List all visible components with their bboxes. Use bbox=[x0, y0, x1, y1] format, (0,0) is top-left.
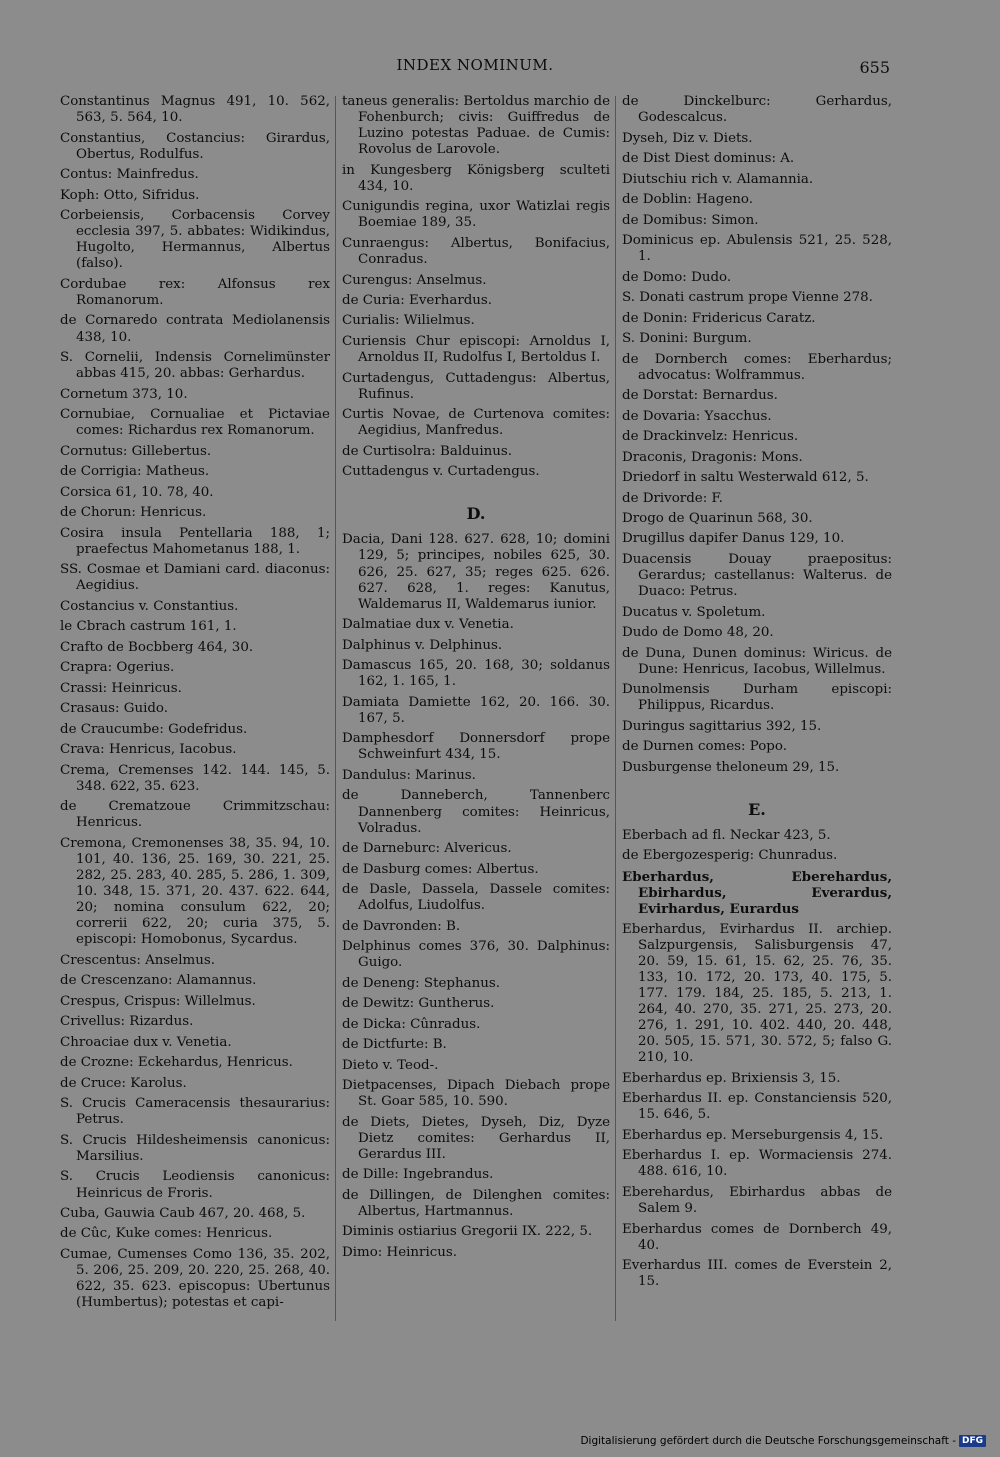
index-entry: Cornetum 373, 10. bbox=[60, 386, 188, 402]
index-entry: de Dicka: Cûnradus. bbox=[342, 1016, 481, 1032]
index-entry: Corsica 61, 10. 78, 40. bbox=[60, 484, 214, 500]
index-entry: Dandulus: Marinus. bbox=[342, 767, 476, 783]
index-entry: Eberbach ad fl. Neckar 423, 5. bbox=[622, 827, 831, 843]
index-entry: de Dasburg comes: Albertus. bbox=[342, 861, 539, 877]
index-entry: de Corrigia: Matheus. bbox=[60, 464, 210, 480]
index-entry: Dacia, Dani 128. 627. 628, 10; domini 129, 5; principes, nobiles 625, 30. 626, 25. 627, 35; reges 625. 626. 627. 628, 1. reges: Kanutus, Waldemarus II, Waldemarus iunior. bbox=[342, 532, 610, 612]
index-entry: Constantius, Costancius: Girardus, Obertus, Rodulfus. bbox=[60, 130, 330, 162]
index-entry: de Dist Diest dominus: A. bbox=[622, 151, 795, 167]
index-entry: Curtis Novae, de Curtenova comites: Aegidius, Manfredus. bbox=[342, 407, 610, 439]
index-entry: de Doblin: Hageno. bbox=[622, 192, 753, 208]
index-entry: de Dinckelburc: Gerhardus, Godescalcus. bbox=[622, 94, 892, 126]
index-entry: Diutschiu rich v. Alamannia. bbox=[622, 171, 814, 187]
index-entry: Dunolmensis Durham episcopi: Philippus, Ricardus. bbox=[622, 682, 892, 714]
index-entry: Delphinus comes 376, 30. Dalphinus: Guigo. bbox=[342, 939, 610, 971]
index-entry: de Cruce: Karolus. bbox=[60, 1075, 187, 1091]
section-letter: D. bbox=[466, 504, 486, 524]
index-entry: Corbeiensis, Corbacensis Corvey ecclesia 397, 5. abbates: Widikindus, Hugolto, Hermannus, Albertus (falso). bbox=[60, 208, 330, 272]
index-entry: Eberhardus I. ep. Wormaciensis 274. 488. 616, 10. bbox=[622, 1148, 892, 1180]
index-entry: Dominicus ep. Abulensis 521, 25. 528, 1. bbox=[622, 233, 892, 265]
page-title: INDEX NOMINUM. bbox=[396, 56, 554, 74]
index-entry: de Darneburc: Alvericus. bbox=[342, 841, 512, 857]
index-entry: S. Donati castrum prope Vienne 278. bbox=[622, 290, 873, 306]
index-entry: de Davronden: B. bbox=[342, 918, 461, 934]
index-entry: Draconis, Dragonis: Mons. bbox=[622, 449, 803, 465]
index-entry: Cordubae rex: Alfonsus rex Romanorum. bbox=[60, 276, 330, 308]
index-entry: Curtadengus, Cuttadengus: Albertus, Rufinus. bbox=[342, 370, 610, 402]
index-entry: Driedorf in saltu Westerwald 612, 5. bbox=[622, 470, 869, 486]
index-entry: Dudo de Domo 48, 20. bbox=[622, 625, 774, 641]
index-entry: de Drivorde: F. bbox=[622, 490, 723, 506]
index-entry: Cornubiae, Cornualiae et Pictaviae comes: Richardus rex Romanorum. bbox=[60, 407, 330, 439]
index-entry: Eberhardus II. ep. Constanciensis 520, 15. 646, 5. bbox=[622, 1091, 892, 1123]
footer-credit: Digitalisierung gefördert durch die Deutsche Forschungsgemeinschaft - bbox=[580, 1435, 956, 1447]
index-entry: Damascus 165, 20. 168, 30; soldanus 162, 1. 165, 1. bbox=[342, 658, 610, 690]
index-entry: de Diets, Dietes, Dyseh, Diz, Dyze Dietz comites: Gerhardus II, Gerardus III. bbox=[342, 1114, 610, 1162]
index-entry: Dusburgense theloneum 29, 15. bbox=[622, 759, 840, 775]
index-entry: de Craucumbe: Godefridus. bbox=[60, 721, 248, 737]
column-divider bbox=[615, 96, 616, 1321]
index-entry: Duacensis Douay praepositus: Gerardus; castellanus: Walterus. de Duaco: Petrus. bbox=[622, 551, 892, 600]
index-entry: Dyseh, Diz v. Diets. bbox=[622, 130, 753, 146]
index-entry: de Deneng: Stephanus. bbox=[342, 975, 500, 991]
index-entry: SS. Cosmae et Damiani card. diaconus: Aegidius. bbox=[60, 562, 330, 594]
index-entry: Eberhardus comes de Dornberch 49, 40. bbox=[622, 1221, 892, 1253]
page-number: 655 bbox=[859, 58, 890, 77]
index-entry: Dimo: Heinricus. bbox=[342, 1244, 457, 1260]
index-entry: de Dictfurte: B. bbox=[342, 1037, 447, 1053]
index-entry: de Durnen comes: Popo. bbox=[622, 739, 787, 755]
index-entry: Costancius v. Constantius. bbox=[60, 598, 239, 614]
index-entry: de Crematzoue Crimmitzschau: Henricus. bbox=[60, 799, 330, 831]
index-entry: S. Crucis Hildesheimensis canonicus: Marsilius. bbox=[60, 1132, 330, 1164]
index-column-left bbox=[60, 94, 330, 1316]
index-entry: Crava: Henricus, Iacobus. bbox=[60, 742, 237, 758]
index-entry: de Curia: Everhardus. bbox=[342, 292, 493, 308]
index-entry: Crescentus: Anselmus. bbox=[60, 952, 215, 968]
index-entry: Cosira insula Pentellaria 188, 1; praefectus Mahometanus 188, 1. bbox=[60, 525, 330, 557]
index-entry: de Dille: Ingebrandus. bbox=[342, 1167, 494, 1183]
index-entry: S. Cornelii, Indensis Cornelimünster abbas 415, 20. abbas: Gerhardus. bbox=[60, 350, 330, 382]
index-entry: de Donin: Fridericus Caratz. bbox=[622, 310, 816, 326]
index-entry: Eberhardus ep. Merseburgensis 4, 15. bbox=[622, 1127, 884, 1143]
index-entry: Eberehardus, Ebirhardus abbas de Salem 9. bbox=[622, 1184, 892, 1217]
index-entry: S. Crucis Leodiensis canonicus: Heinricus de Froris. bbox=[60, 1169, 330, 1201]
index-entry: Dietpacenses, Dipach Diebach prope St. Goar 585, 10. 590. bbox=[342, 1078, 610, 1110]
index-entry: Diminis ostiarius Gregorii IX. 222, 5. bbox=[342, 1224, 593, 1240]
index-entry: de Dovaria: Ysacchus. bbox=[622, 408, 772, 424]
index-entry: de Domibus: Simon. bbox=[622, 212, 759, 228]
index-entry: de Domo: Dudo. bbox=[622, 269, 732, 285]
index-entry: Eberhardus ep. Brixiensis 3, 15. bbox=[622, 1070, 841, 1086]
index-entry: Dalphinus v. Delphinus. bbox=[342, 637, 503, 653]
index-entry: de Crozne: Eckehardus, Henricus. bbox=[60, 1055, 293, 1071]
index-entry: de Danneberch, Tannenberc Dannenberg comites: Heinricus, Volradus. bbox=[342, 788, 610, 836]
index-entry: Crespus, Crispus: Willelmus. bbox=[60, 993, 256, 1009]
index-entry: Curialis: Wilielmus. bbox=[342, 313, 475, 329]
index-entry: Cuttadengus v. Curtadengus. bbox=[342, 464, 540, 480]
index-entry: de Dornberch comes: Eberhardus; advocatus: Wolframmus. bbox=[622, 351, 892, 383]
index-entry: Damiata Damiette 162, 20. 166. 30. 167, 5. bbox=[342, 694, 610, 726]
section-letter: E. bbox=[748, 799, 766, 819]
index-entry: Crapra: Ogerius. bbox=[60, 660, 175, 676]
index-entry: Crafto de Bocbberg 464, 30. bbox=[60, 639, 254, 655]
column-divider bbox=[335, 96, 336, 1321]
index-entry: in Kungesberg Königsberg sculteti 434, 10. bbox=[342, 162, 610, 194]
index-entry: Crema, Cremenses 142. 144. 145, 5. 348. 622, 35. 623. bbox=[60, 762, 330, 794]
index-entry: Contus: Mainfredus. bbox=[60, 167, 199, 183]
index-entry: de Drackinvelz: Henricus. bbox=[622, 429, 799, 445]
index-entry: Crivellus: Rizardus. bbox=[60, 1014, 194, 1030]
index-entry: Cunigundis regina, uxor Watizlai regis Boemiae 189, 35. bbox=[342, 199, 610, 231]
index-entry: Dalmatiae dux v. Venetia. bbox=[342, 617, 514, 633]
index-entry: de Curtisolra: Balduinus. bbox=[342, 443, 513, 459]
index-entry: Eberhardus, Evirhardus II. archiep. Salzpurgensis, Salisburgensis 47, 20. 59, 15. 61, 15. 62, 25. 76, 35. 133, 10. 172, 20. 173, 40. 175, 5. 177. 179. 184, 25. 185, 5. 213, 1. 264, 40. 270, 35. 271, 25. 273, 20. 276, 1. 291, 10. 402. 440, 20. 448, 20. 505, 15. 571, 30. 572, 5; falso G. 210, 10. bbox=[622, 921, 892, 1066]
index-entry: Cumae, Cumenses Como 136, 35. 202, 5. 206, 25. 209, 20. 220, 25. 268, 40. 622, 35. 623. episcopus: Ubertunus (Humbertus); potestas et capi- bbox=[60, 1246, 330, 1311]
index-entry: le Cbrach castrum 161, 1. bbox=[60, 619, 237, 635]
index-entry: Drogo de Quarinun 568, 30. bbox=[622, 511, 813, 526]
index-entry: taneus generalis: Bertoldus marchio de Fohenburch; civis: Guiffredus de Luzino potestas Paduae. de Cumis: Rovolus de Larovole. bbox=[342, 94, 610, 158]
index-entry: Koph: Otto, Sifridus. bbox=[60, 187, 200, 203]
index-entry: Damphesdorf Donnersdorf prope Schweinfurt 434, 15. bbox=[342, 731, 610, 763]
index-entry: Crassi: Heinricus. bbox=[60, 680, 182, 696]
index-entry: Crasaus: Guido. bbox=[60, 701, 169, 717]
index-entry: Dieto v. Teod-. bbox=[342, 1057, 439, 1073]
index-entry: Drugillus dapifer Danus 129, 10. bbox=[622, 531, 845, 547]
index-column-middle bbox=[342, 94, 610, 1265]
index-entry: Ducatus v. Spoletum. bbox=[622, 604, 766, 620]
index-entry: Cornutus: Gillebertus. bbox=[60, 443, 212, 459]
index-entry: Cremona, Cremonenses 38, 35. 94, 10. 101, 40. 136, 25. 169, 30. 221, 25. 282, 25. 283, 40. 285, 5. 286, 1. 309, 10. 348, 15. 371, 20. 437. 622. 644, 20; nomina consulum 622, 20; correrii 622, 20; curia 375, 5. episcopi: Homobonus, Sycardus. bbox=[60, 835, 330, 948]
index-entry: de Cornaredo contrata Mediolanensis 438, 10. bbox=[60, 313, 330, 345]
index-entry: de Duna, Dunen dominus: Wiricus. de Dune: Henricus, Iacobus, Willelmus. bbox=[622, 645, 892, 677]
index-entry: de Dasle, Dassela, Dassele comites: Adolfus, Liudolfus. bbox=[342, 882, 610, 914]
index-entry: Cuba, Gauwia Caub 467, 20. 468, 5. bbox=[60, 1205, 306, 1221]
index-entry: de Crescenzano: Alamannus. bbox=[60, 973, 257, 989]
index-entry: Cunraengus: Albertus, Bonifacius, Conradus. bbox=[342, 235, 610, 268]
index-entry: de Dillingen, de Dilenghen comites: Albertus, Hartmannus. bbox=[342, 1187, 610, 1219]
index-entry: Chroaciae dux v. Venetia. bbox=[60, 1034, 232, 1050]
index-entry: Eberhardus, Eberehardus, Ebirhardus, Everardus, Evirhardus, Eurardus bbox=[622, 868, 892, 918]
index-entry: de Ebergozesperig: Chunradus. bbox=[622, 848, 838, 864]
index-entry: de Cûc, Kuke comes: Henricus. bbox=[60, 1226, 273, 1242]
index-entry: Everhardus III. comes de Everstein 2, 15. bbox=[622, 1258, 892, 1290]
index-entry: S. Donini: Burgum. bbox=[622, 331, 752, 347]
index-entry: Curengus: Anselmus. bbox=[342, 272, 487, 288]
index-entry: Curiensis Chur episcopi: Arnoldus I, Arnoldus II, Rudolfus I, Bertoldus I. bbox=[342, 333, 610, 366]
index-entry: Duringus sagittarius 392, 15. bbox=[622, 718, 822, 734]
index-entry: S. Crucis Cameracensis thesaurarius: Petrus. bbox=[60, 1096, 330, 1128]
index-entry: de Dewitz: Guntherus. bbox=[342, 996, 495, 1012]
dfg-logo-icon: DFG bbox=[959, 1435, 986, 1447]
index-entry: de Dorstat: Bernardus. bbox=[622, 388, 778, 404]
index-entry: Constantinus Magnus 491, 10. 562, 563, 5. 564, 10. bbox=[60, 94, 330, 126]
index-entry: de Chorun: Henricus. bbox=[60, 505, 207, 521]
footer bbox=[580, 1435, 986, 1447]
index-column-right bbox=[622, 94, 892, 1295]
page-header bbox=[60, 56, 890, 80]
